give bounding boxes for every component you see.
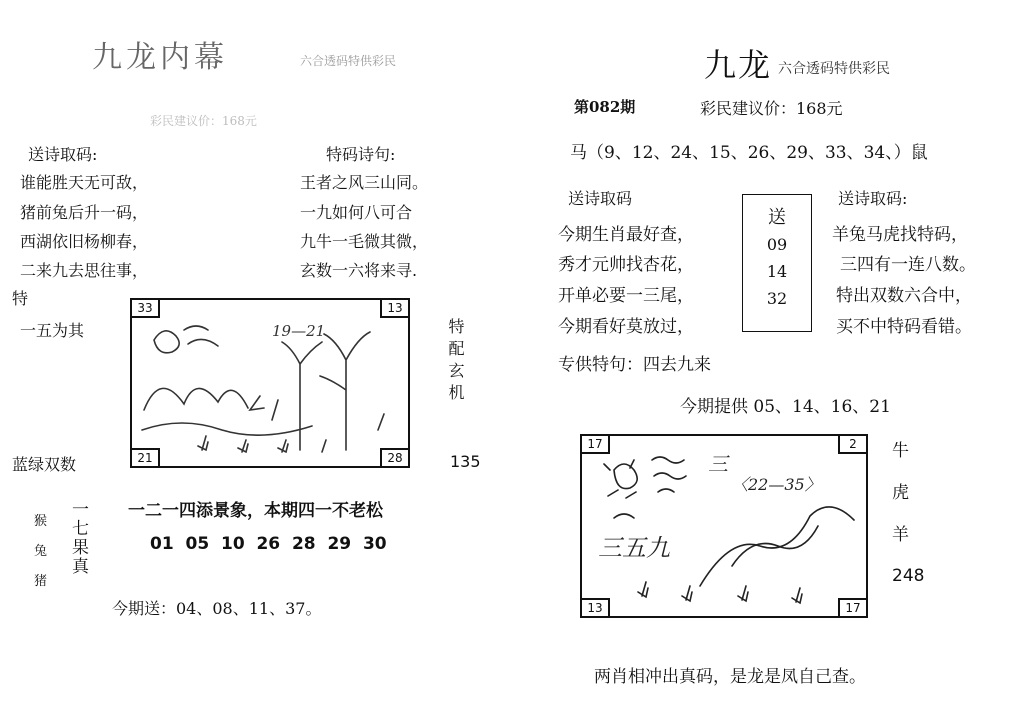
right-poem-left-line: 开单必要一三尾， [558,286,694,306]
right-sketch-drawing [582,436,866,616]
left-lan-lv: 蓝绿双数 [12,455,77,474]
right-title-subtitle: 六合透码特供彩民 [778,61,890,77]
left-hand-text: 19—21 [272,322,326,340]
right-poem-right-line: 三四有一连八数。 [840,255,976,275]
right-puzzle-picture [580,434,868,618]
zodiac-side-item: 羊 [892,525,909,545]
left-te-char: 特 [12,289,29,308]
right-corner-tl: 17 [580,434,610,454]
right-poem-left-title: 送诗取码 [568,189,633,208]
right-poem-right-line: 羊兔马虎找特码， [832,225,968,245]
left-poem-left-title: 送诗取码: [28,145,98,164]
left-poem-left-line: 西湖依旧杨柳春， [20,232,149,251]
right-send-box-number: 09 [766,235,788,254]
right-hand-text-3: 三 [708,452,728,476]
right-send-box-number: 32 [766,289,788,308]
right-period: 第082期 [574,98,636,116]
left-faint-line: 彩民建议价：168元 [150,114,257,128]
right-provide-line: 今期提供 05、14、16、21 [680,397,891,417]
right-send-box-title: 送 [768,207,786,228]
left-qi-guo-zhen: 一七果真 [68,500,88,576]
left-poem-right-line: 玄数一六将来寻. [300,261,418,280]
right-poem-left-line: 秀才元帅找杏花， [558,255,694,275]
left-poem-left-line: 猪前兔后升一码， [20,203,149,222]
left-send-line: 今期送：04、08、11、37。 [112,599,322,618]
right-poem-left-line: 今期看好莫放过， [558,317,694,337]
left-poem-right-line: 王者之风三山同。 [300,173,429,192]
zodiac-side-item: 牛 [892,441,909,461]
left-header-subtitle: 六合透码特供彩民 [300,54,397,68]
zodiac-small-item: 兔 [34,544,48,559]
left-right-vertical: 特配玄机 [446,318,465,406]
left-poem-right-line: 一九如何八可合 [300,203,413,222]
right-footer: 两肖相冲出真码，是龙是凤自己查。 [594,667,866,687]
right-poem-right-title: 送诗取码: [838,189,908,208]
left-header-title: 九龙内幕 [92,40,228,75]
left-right-number: 135 [450,452,481,471]
right-title: 九龙 [704,46,773,84]
right-horse-line: 马（9、12、24、15、26、29、33、34、）鼠 [570,143,928,163]
right-corner-bl: 13 [580,598,610,618]
left-numbers: 01 05 10 26 28 29 30 [150,534,387,554]
right-side-number: 248 [892,566,925,586]
right-poem-right-line: 买不中特码看错。 [836,317,972,337]
left-corner-tl: 33 [130,298,160,318]
right-corner-tr: 2 [838,434,868,454]
right-poem-left-line: 今期生肖最好查， [558,225,694,245]
right-poem-right-line: 特出双数六合中， [836,286,972,306]
zodiac-side-item: 虎 [892,483,909,503]
left-poem-left-line: 谁能胜天无可敌， [20,173,149,192]
left-corner-br: 28 [380,448,410,468]
right-special-line: 专供特句：四去九来 [558,355,711,375]
right-hand-text-2: 三五九 [598,534,670,562]
left-side-text: 一五为其 [20,321,85,340]
right-price: 彩民建议价：168元 [700,99,843,118]
right-send-box [742,194,812,332]
zodiac-small-item: 猴 [34,514,48,529]
left-corner-tr: 13 [380,298,410,318]
right-corner-br: 17 [838,598,868,618]
left-poem-right-title: 特码诗句: [326,145,396,164]
left-headline: 一二一四添景象，本期四一不老松 [128,501,383,521]
right-hand-text: 〈22—35〉 [732,475,821,494]
right-send-box-number: 14 [766,262,788,281]
left-poem-left-line: 二来九去思往事， [20,261,149,280]
zodiac-small-item: 猪 [34,574,48,589]
left-corner-bl: 21 [130,448,160,468]
left-sketch-drawing [132,300,408,466]
left-poem-right-line: 九牛一毛微其微， [300,232,429,251]
left-puzzle-picture [130,298,410,468]
